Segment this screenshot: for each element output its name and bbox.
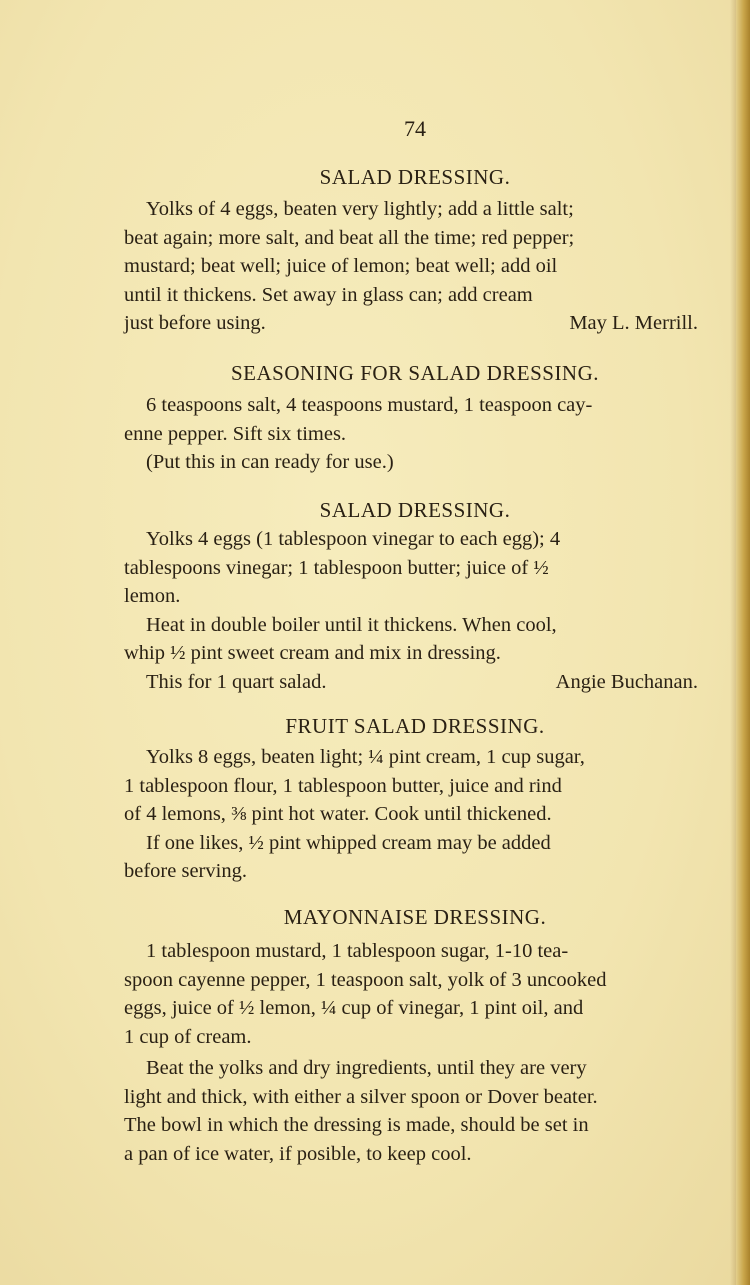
text-line: whip ½ pint sweet cream and mix in dressing.	[124, 642, 501, 664]
text-line: Yolks of 4 eggs, beaten very lightly; add a little salt;	[146, 198, 574, 220]
text-line: until it thickens. Set away in glass can; add cream	[124, 283, 533, 306]
text-line: 1 tablespoon flour, 1 tablespoon butter, juice and rind	[124, 774, 562, 797]
text-line: 6 teaspoons salt, 4 teaspoons mustard, 1 teaspoon cay-	[146, 394, 593, 416]
recipe-body	[124, 195, 698, 338]
text-line: mustard; beat well; juice of lemon; beat well; add oil	[124, 255, 558, 277]
text-line: light and thick, with either a silver spoon or Dover beater.	[124, 1085, 598, 1108]
recipe-body	[124, 937, 698, 1168]
text-line: spoon cayenne pepper, 1 teaspoon salt, yolk of 3 uncooked	[124, 968, 607, 991]
text-line: Heat in double boiler until it thickens. When cool,	[146, 613, 557, 636]
text-line: Beat the yolks and dry ingredients, until they are very	[146, 1057, 587, 1079]
recipe-title: FRUIT SALAD DRESSING.	[285, 714, 545, 738]
text-line: enne pepper. Sift six times.	[124, 422, 347, 445]
recipe-body	[124, 525, 698, 696]
author-signature: Angie Buchanan.	[555, 670, 698, 693]
text-line: before serving.	[124, 860, 247, 882]
text-line: just before using.	[124, 312, 266, 334]
text-line: lemon.	[124, 585, 181, 607]
text-line: Yolks 8 eggs, beaten light; ¼ pint cream, 1 cup sugar,	[146, 746, 585, 768]
recipe-title: MAYONNAISE DRESSING.	[283, 905, 547, 929]
recipe-title: SEASONING FOR SALAD DRESSING.	[230, 361, 600, 385]
page-number: 74	[404, 116, 426, 141]
author-signature: May L. Merrill.	[569, 312, 698, 334]
text-line: eggs, juice of ½ lemon, ¼ cup of vinegar, 1 pint oil, and	[124, 997, 584, 1019]
recipe-body	[124, 743, 698, 886]
text-line: 1 cup of cream.	[124, 1025, 252, 1048]
text-line: (Put this in can ready for use.)	[146, 451, 394, 473]
text-line: The bowl in which the dressing is made, should be set in	[124, 1114, 589, 1136]
recipe-body	[124, 391, 698, 477]
text-line: 1 tablespoon mustard, 1 tablespoon sugar, 1-10 tea-	[146, 940, 569, 962]
text-line: This for 1 quart salad.	[146, 670, 327, 693]
text-line: Yolks 4 eggs (1 tablespoon vinegar to each egg); 4	[146, 528, 561, 550]
text-line: beat again; more salt, and beat all the time; red pepper;	[124, 226, 575, 249]
text-line: If one likes, ½ pint whipped cream may be added	[146, 831, 551, 854]
recipe-title: SALAD DRESSING.	[319, 498, 511, 522]
text-line: tablespoons vinegar; 1 tablespoon butter; juice of ½	[124, 556, 549, 579]
recipe-title: SALAD DRESSING.	[319, 165, 511, 189]
text-line: of 4 lemons, ⅜ pint hot water. Cook until thickened.	[124, 803, 552, 825]
text-line: a pan of ice water, if posible, to keep cool.	[124, 1142, 472, 1165]
